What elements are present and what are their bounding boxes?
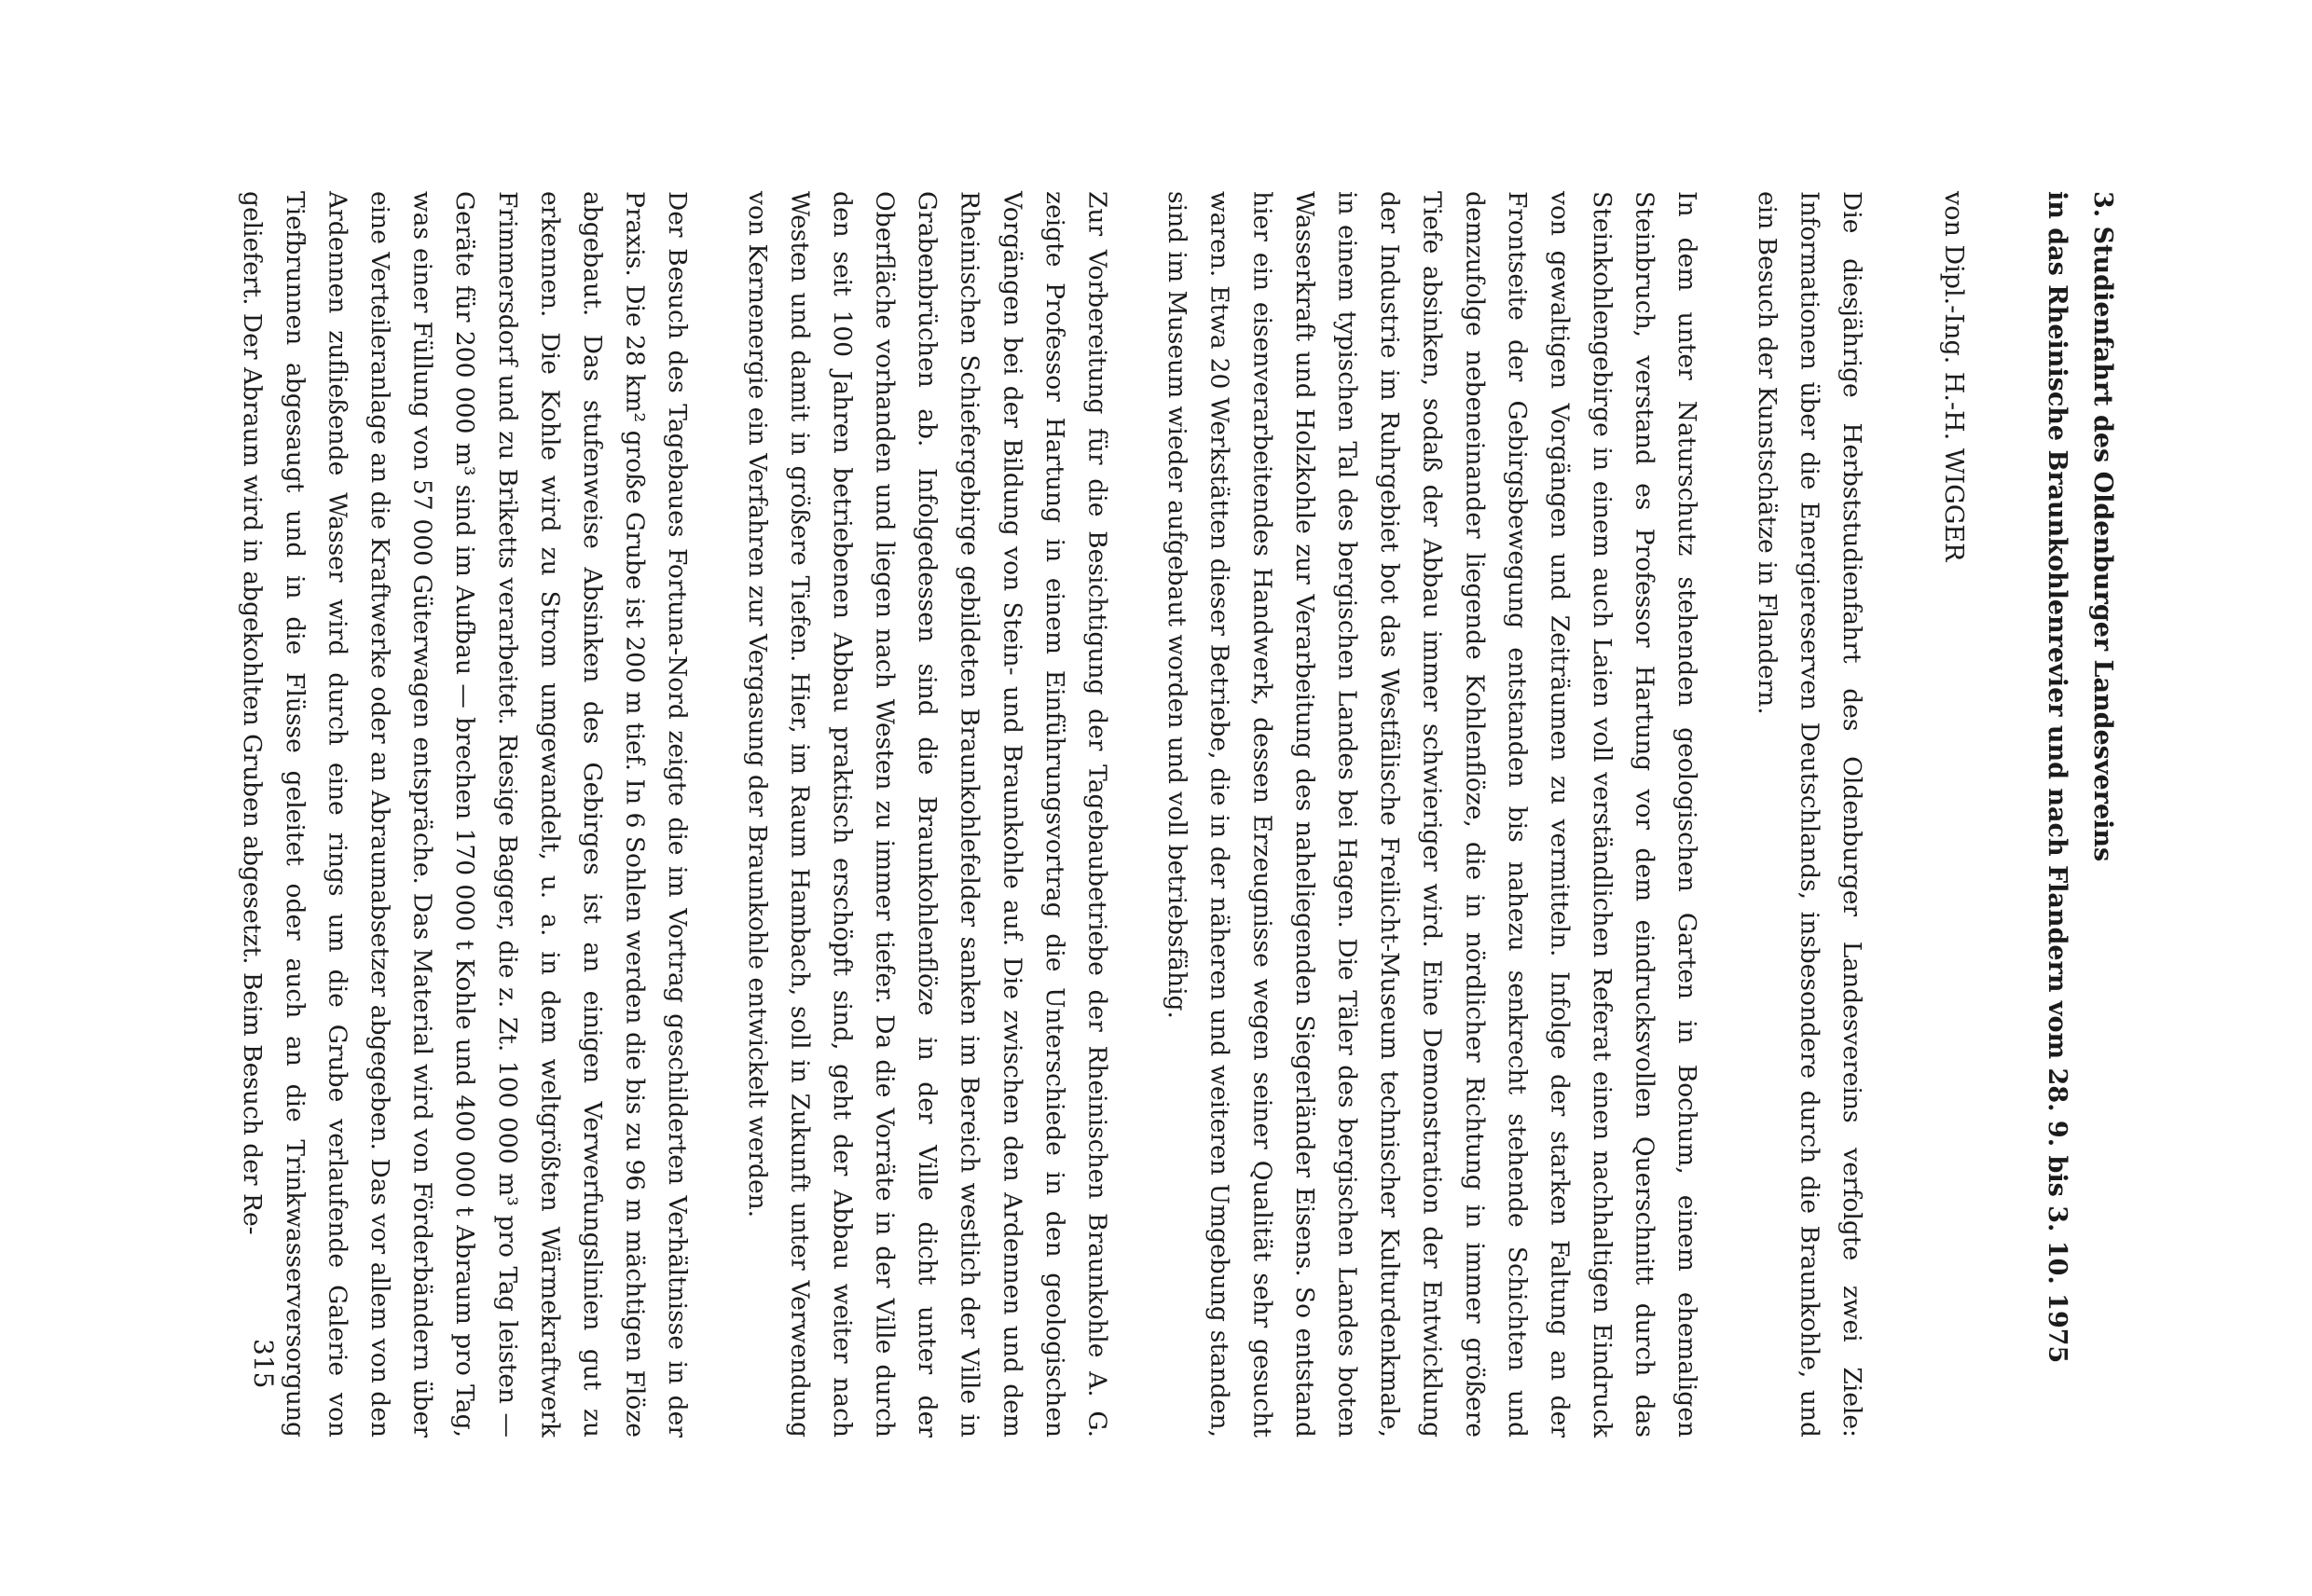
document-page [238, 0, 2126, 1596]
paragraph-2: In dem unter Naturschutz stehenden geologischen Garten in Bochum, einem ehemaligen Steinbruch, verstand es Professor Hartung vor dem eindrucksvollen Querschnitt durch das Steinkohlengebirge in einem auch Laien voll verständlichen Referat einen nachhaltigen Eindruck von gewaltigen Vorgängen und Zeiträumen zu vermitteln. Infolge der starken Faltung an der Frontseite der Gebirgsbewegung entstanden bis nahezu senkrecht stehende Schichten und demzufolge nebeneinander liegende Kohlenflöze, die in nördlicher Richtung in immer größere Tiefe absinken, sodaß der Abbau immer schwieriger wird. Eine Demonstration der Entwicklung der Industrie im Ruhrgebiet bot das Westfälische Freilicht-Museum technischer Kulturdenkmale, in einem typischen Tal des bergischen Landes bei Hagen. Die Täler des bergischen Landes boten Wasserkraft und Holzkohle zur Verarbeitung des naheliegenden Siegerländer Eisens. So entstand hier ein eisenverarbeitendes Handwerk, dessen Erzeugnisse wegen seiner Qualität sehr gesucht waren. Etwa 20 Werkstätten dieser Betriebe, die in der näheren und weiteren Umgebung standen, sind im Museum wieder aufgebaut worden und voll betriebsfähig. [1163, 191, 1702, 1438]
author-line: von Dipl.-Ing. H.-H. WIGGER [1939, 191, 1968, 562]
page-number: 315 [248, 1339, 279, 1389]
paragraph-4: Der Besuch des Tagebaues Fortuna-Nord zeigte die im Vortrag geschilderten Verhältnisse in der Praxis. Die 28 km² große Grube ist 200 m tief. In 6 Sohlen werden die bis zu 96 m mächtigen Flöze abgebaut. Das stufenweise Absinken des Gebirges ist an einigen Verwerfungslinien gut zu erkennen. Die Kohle wird zu Strom umgewandelt, u. a. in dem weltgrößten Wärmekraftwerk Frimmersdorf und zu Briketts verarbeitet. Riesige Bagger, die z. Zt. 100 000 m³ pro Tag leisten — Geräte für 200 000 m³ sind im Aufbau — brechen 170 000 t Kohle und 400 000 t Abraum pro Tag, was einer Füllung von 57 000 Güterwagen entspräche. Das Material wird von Förderbändern über eine Verteileranlage an die Kraftwerke oder an Abraumabsetzer abgegeben. Das vor allem von den Ardennen zufließende Wasser wird durch eine rings um die Grube verlaufende Galerie von Tiefbrunnen abgesaugt und in die Flüsse geleitet oder auch an die Trinkwasserversorgung geliefert. Der Abraum wird in abgekohlten Gruben abgesetzt. Beim Besuch der Re- [238, 191, 693, 1438]
paragraph-3: Zur Vorbereitung für die Besichtigung der Tagebaubetriebe der Rheinischen Braunkohle A. G. zeigte Professor Hartung in einem Einführungsvortrag die Unterschiede in den geologischen Vorgängen bei der Bildung von Stein- und Braunkohle auf. Die zwischen den Ardennen und dem Rheinischen Schiefergebirge gebildeten Braunkohlefelder sanken im Bereich westlich der Ville in Grabenbrüchen ab. Infolgedessen sind die Braunkohlenflöze in der Ville dicht unter der Oberfläche vorhanden und liegen nach Westen zu immer tiefer. Da die Vorräte in der Ville durch den seit 100 Jahren betriebenen Abbau praktisch erschöpft sind, geht der Abbau weiter nach Westen und damit in größere Tiefen. Hier, im Raum Hambach, soll in Zukunft unter Verwendung von Kernenergie ein Verfahren zur Vergasung der Braunkohle entwickelt werden. [742, 191, 1112, 1438]
page-number-container [249, 1339, 286, 1404]
article-title-line-1: 3. Studienfahrt des Oldenburger Landesvereins [2088, 191, 2117, 862]
article-title-line-2: in das Rheinische Braunkohlenrevier und nach Flandern vom 28. 9. bis 3. 10. 1975 [2043, 191, 2071, 1364]
paragraph-1: Die diesjährige Herbststudienfahrt des Oldenburger Landesvereins verfolgte zwei Ziele: Informationen über die Energiereserven Deutschlands, insbesondere durch die Braunkohle, und ein Besuch der Kunstschätze in Flandern. [1752, 191, 1866, 1438]
